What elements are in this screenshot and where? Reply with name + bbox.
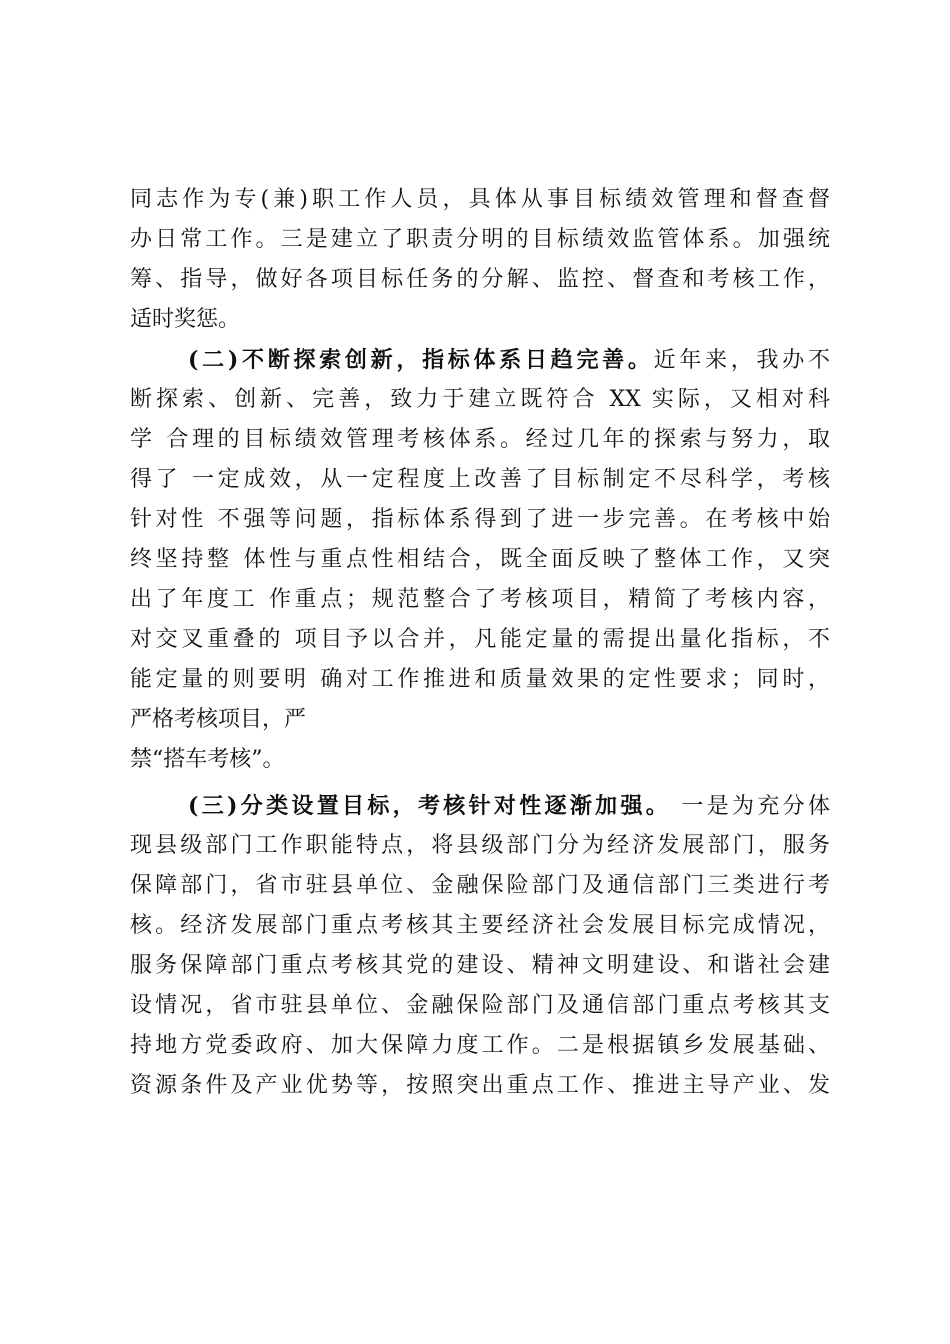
- text-segment: 一是为充分体: [671, 794, 830, 819]
- paragraph-first-line: [130, 786, 830, 826]
- text-line: 现县级部门工作职能特点，将县级部门分为经济发展部门，服务: [130, 833, 830, 858]
- text-line: 针对性 不强等问题，指标体系得到了进一步完善。在考核中始: [130, 507, 830, 532]
- text-line: 终坚持整 体性与重点性相结合，既全面反映了整体工作，又突: [130, 547, 830, 572]
- text-line: 断探索、创新、完善，致力于建立既符合 XX 实际，又相对科: [130, 387, 830, 412]
- text-line: 严格考核项目，严: [130, 707, 307, 732]
- text-line: 学 合理的目标绩效管理考核体系。经过几年的探索与努力，取: [130, 427, 830, 452]
- text-line: 出了年度工 作重点；规范整合了考核项目，精简了考核内容，: [130, 587, 830, 612]
- text-line: 保障部门，省市驻县单位、金融保险部门及通信部门三类进行考: [130, 873, 830, 898]
- text-line: 服务保障部门重点考核其党的建设、精神文明建设、和谐社会建: [130, 953, 830, 978]
- section-heading: (三)分类设置目标，考核针对性逐渐加强。: [188, 793, 672, 819]
- paragraph-first-line: [130, 340, 830, 380]
- text-segment: 近年来，我办不: [653, 348, 830, 373]
- paragraph-1: [130, 180, 830, 340]
- text-line: 对交叉重叠的 项目予以合并，凡能定量的需提出量化指标，不: [130, 627, 830, 652]
- text-line: 得了 一定成效，从一定程度上改善了目标制定不尽科学，考核: [130, 467, 830, 492]
- text-line: 持地方党委政府、加大保障力度工作。二是根据镇乡发展基础、: [130, 1033, 830, 1058]
- paragraph-2: [130, 340, 830, 780]
- text-line: 核。经济发展部门重点考核其主要经济社会发展目标完成情况，: [130, 913, 830, 938]
- text-line: 适时奖惩。: [130, 307, 241, 332]
- text-line: 设情况，省市驻县单位、金融保险部门及通信部门重点考核其支: [130, 993, 830, 1018]
- text-line: 能定量的则要明 确对工作推进和质量效果的定性要求；同时，: [130, 667, 830, 692]
- text-line: 资源条件及产业优势等，按照突出重点工作、推进主导产业、发: [130, 1073, 830, 1098]
- text-line: 办日常工作。三是建立了职责分明的目标绩效监管体系。加强统: [130, 227, 830, 252]
- text-line: 禁“搭车考核”。: [130, 747, 285, 772]
- text-line: 同志作为专(兼)职工作人员，具体从事目标绩效管理和督查督: [130, 187, 830, 212]
- paragraph-3: [130, 786, 830, 1106]
- section-heading: (二)不断探索创新，指标体系日趋完善。: [188, 347, 654, 373]
- text-line: 筹、指导，做好各项目标任务的分解、监控、督查和考核工作，: [130, 267, 830, 292]
